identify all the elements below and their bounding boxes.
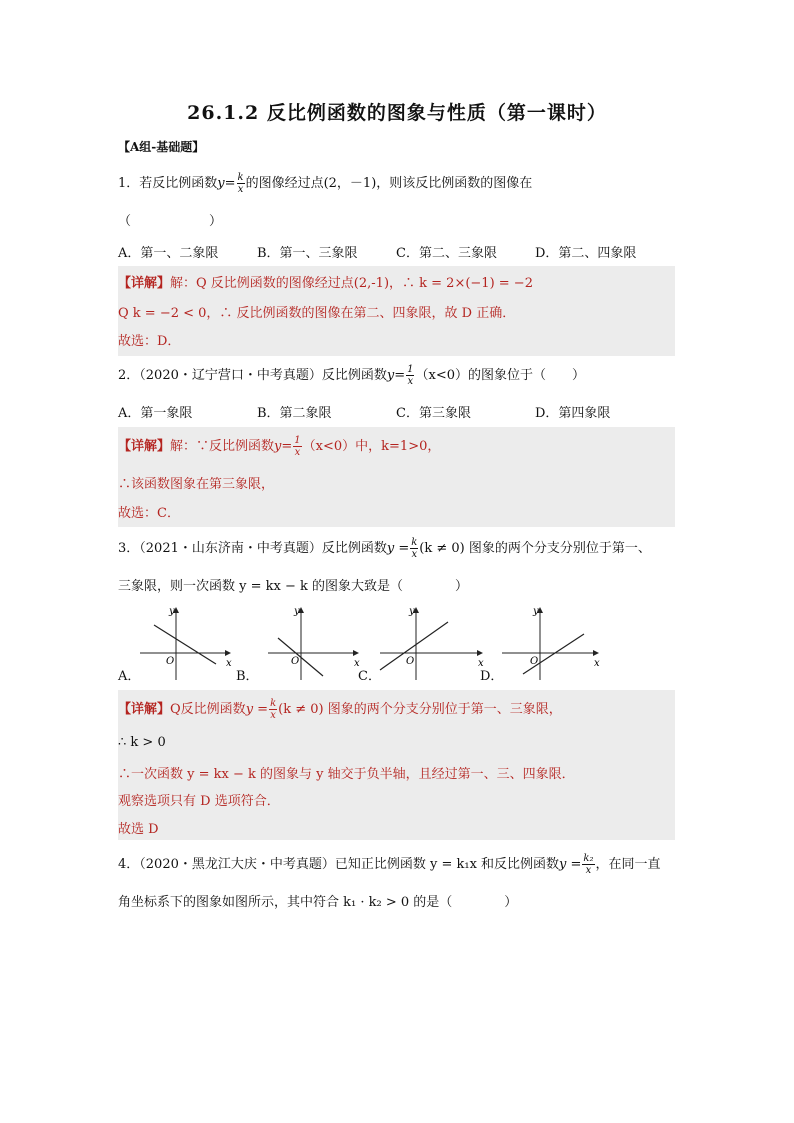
q2-fraction — [406, 364, 414, 387]
q2-answer-func: y= — [274, 439, 293, 454]
q2-option-a: A．第一象限 — [118, 406, 193, 421]
q3-answer-head: 【详解】 — [118, 702, 171, 717]
q3-answer-line5: 故选 D — [118, 822, 159, 837]
q1-answer-head: 【详解】 — [118, 276, 171, 291]
q2-func: y= — [386, 368, 406, 383]
q4-stem — [118, 853, 661, 876]
q3-prefix: 3．（2021・山东济南・中考真题）反比例函数 — [118, 541, 387, 556]
graph-b-y-label: y — [294, 606, 300, 617]
q3-frac-den: x — [411, 549, 418, 560]
q1-suffix: 的图像经过点(2，－1)，则该反比例函数的图像在 — [245, 176, 533, 191]
q2-answer-fraction — [293, 435, 301, 458]
q2-option-b: B．第二象限 — [257, 406, 332, 421]
q2-answer-line3: 故选：C． — [118, 506, 180, 521]
graph-a-x-label: x — [226, 658, 232, 669]
q1-answer-line3: 故选：D． — [118, 334, 181, 349]
q1-option-a: A．第一、二象限 — [118, 246, 219, 261]
q3-answer-func: y = — [245, 702, 269, 717]
page-title: 26.1.2 反比例函数的图象与性质（第一课时） — [187, 102, 607, 124]
q3-answer-fraction — [269, 698, 277, 721]
q4-frac-num: k₂ — [583, 853, 594, 864]
graph-d-origin: O — [530, 656, 539, 667]
q4-frac-den: x — [585, 865, 592, 876]
q2-answer-line2: ∴该函数图象在第三象限， — [118, 477, 275, 492]
q3-suffix: (k ≠ 0) 图象的两个分支分别位于第一、 — [419, 541, 651, 556]
q3-answer-line4: 观察选项只有 D 选项符合． — [118, 794, 280, 809]
graph-a-origin: O — [166, 656, 175, 667]
graph-a — [140, 606, 232, 680]
q4-stem-line2: 角坐标系下的图象如图所示，其中符合 k₁ · k₂ > 0 的是（ ） — [118, 895, 518, 910]
q2-answer-pre: 解：∵反比例函数 — [170, 439, 275, 454]
graph-a-line — [154, 625, 216, 664]
graph-b — [268, 606, 360, 680]
q2-stem — [118, 364, 585, 387]
q1-option-c: C．第二、三象限 — [396, 246, 497, 261]
q1-blank: （ ） — [118, 214, 223, 229]
q3-answer-line3: ∴一次函数 y = kx − k 的图象与 y 轴交于负半轴，且经过第一、三、四象限． — [118, 767, 575, 782]
q1-answer-line1: 解：Q 反比例函数的图像经过点(2,-1)，∴ k = 2×(−1) = −2 — [170, 276, 533, 291]
q3-stem-line2: 三象限，则一次函数 y = kx − k 的图象大致是（ ） — [118, 579, 469, 594]
q3-answer-frac-num: k — [270, 698, 277, 709]
graph-d-x-label: x — [594, 658, 600, 669]
graph-d — [502, 606, 600, 680]
q2-answer-frac-num: 1 — [294, 435, 301, 446]
graph-a-y-label: y — [169, 606, 175, 617]
graph-label-c: C． — [358, 669, 381, 684]
q2-answer-frac-den: x — [294, 447, 301, 458]
section-heading: 【A组-基础题】 — [118, 140, 205, 154]
q3-stem — [118, 537, 651, 560]
q2-answer-head: 【详解】 — [118, 439, 171, 454]
q1-frac-num: k — [237, 172, 244, 183]
q2-frac-den: x — [407, 376, 414, 387]
q2-option-c: C．第三象限 — [396, 406, 471, 421]
graph-b-origin: O — [291, 656, 300, 667]
graph-c-x-label: x — [478, 658, 484, 669]
q1-answer-box — [118, 266, 675, 356]
q3-fraction — [410, 537, 418, 560]
q2-answer-suffix: （x<0）中，k=1>0， — [302, 439, 441, 454]
graph-b-x-label: x — [354, 658, 360, 669]
q1-func: y= — [217, 176, 236, 191]
q4-prefix: 4．（2020・黑龙江大庆・中考真题）已知正比例函数 y = k₁x 和反比例函数 — [118, 857, 560, 872]
q4-func: y = — [559, 857, 582, 872]
graph-c-y-label: y — [409, 606, 415, 617]
graph-c — [380, 606, 484, 680]
q1-option-b: B．第一、三象限 — [257, 246, 358, 261]
q3-frac-num: k — [411, 537, 418, 548]
graph-label-a: A． — [118, 669, 141, 684]
q3-answer-suffix: (k ≠ 0) 图象的两个分支分别位于第一、三象限， — [278, 702, 562, 717]
q3-answer-box — [118, 690, 675, 840]
graph-label-b: B． — [236, 669, 259, 684]
q2-frac-num: 1 — [407, 364, 414, 375]
q2-prefix: 2．（2020・辽宁营口・中考真题）反比例函数 — [118, 368, 387, 383]
q2-suffix: （x<0）的图象位于（ ） — [415, 368, 585, 383]
q2-answer-box — [118, 427, 675, 527]
q3-func: y = — [386, 541, 410, 556]
q3-answer-line2: ∴ k > 0 — [118, 735, 166, 750]
q1-option-d: D．第二、四象限 — [535, 246, 637, 261]
q3-answer-pre: Q反比例函数 — [170, 702, 246, 717]
graph-label-d: D． — [480, 669, 504, 684]
q3-answer-frac-den: x — [270, 710, 276, 721]
q1-fraction — [237, 172, 245, 195]
q4-suffix: ，在同一直 — [595, 857, 661, 872]
q1-frac-den: x — [237, 184, 244, 195]
q1-prefix: 1．若反比例函数 — [118, 176, 218, 191]
graph-d-y-label: y — [533, 606, 539, 617]
q2-option-d: D．第四象限 — [535, 406, 611, 421]
graph-c-origin: O — [406, 656, 415, 667]
q1-answer-line2: Q k = −2 < 0，∴ 反比例函数的图像在第二、四象限，故 D 正确． — [118, 306, 516, 321]
graph-d-line — [523, 634, 584, 674]
q4-fraction — [582, 853, 594, 876]
q1-stem — [118, 172, 532, 195]
